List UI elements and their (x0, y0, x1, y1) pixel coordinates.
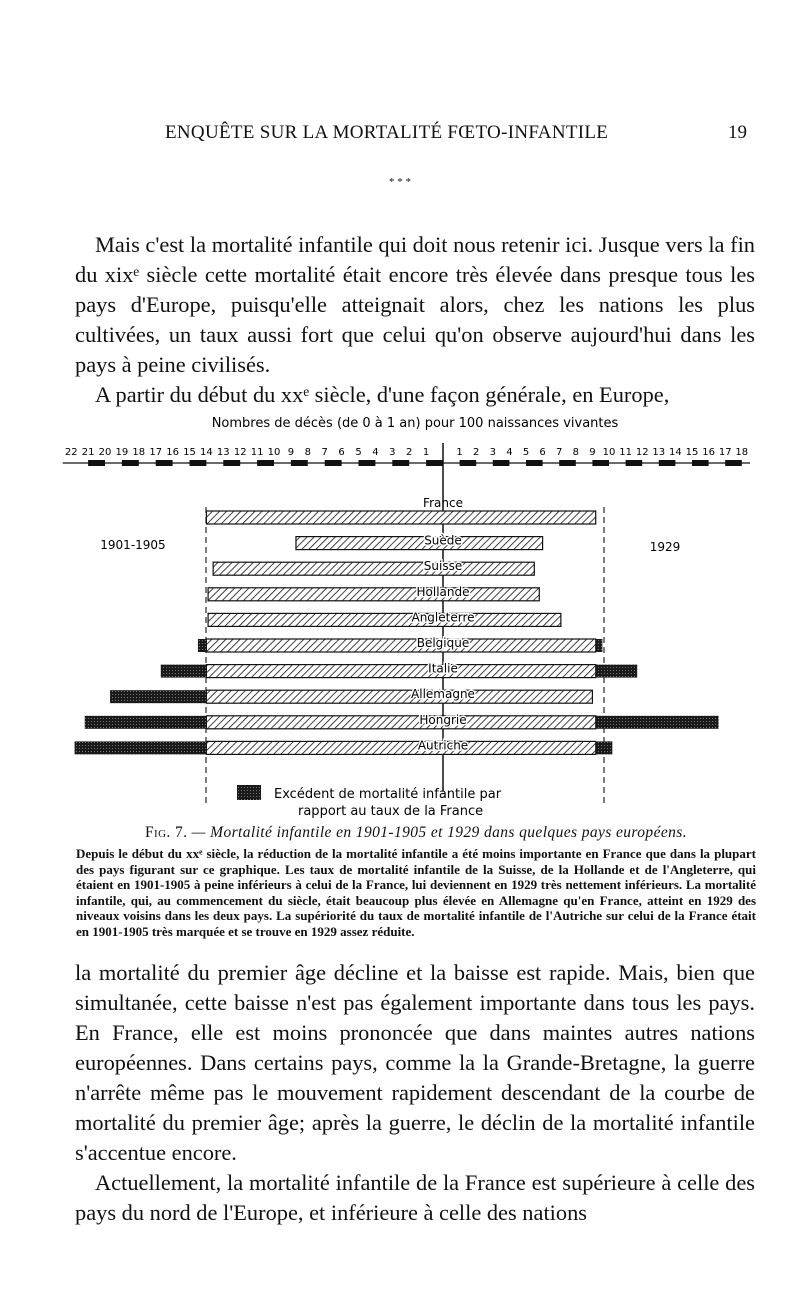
tick-label: 3 (489, 447, 496, 458)
page-number: 19 (728, 122, 747, 143)
excess-left (198, 639, 206, 652)
tick-label: 3 (389, 447, 396, 458)
tick-label: 17 (718, 447, 732, 458)
tick-label: 2 (406, 447, 413, 458)
section-separator: * * * (389, 176, 411, 188)
scale-segment (325, 460, 342, 466)
paragraph: Actuellement, la mortalité infantile de la France est supérieure à celle des pays du nord de l'Europe, et inférieure à celle des nations (75, 1170, 755, 1225)
excess-right (596, 716, 719, 729)
bar-italie (206, 665, 595, 678)
tick-label: 9 (589, 447, 596, 458)
scale-segment (156, 460, 173, 466)
scale-segment (223, 460, 240, 466)
country-label: Italie (428, 661, 458, 676)
bar-suède (296, 537, 543, 550)
tick-label: 13 (216, 447, 230, 458)
caption-dash: — (191, 824, 206, 841)
tick-label: 4 (506, 447, 513, 458)
scale-segment (592, 460, 609, 466)
tick-label: 15 (183, 447, 196, 458)
excess-right (596, 639, 603, 652)
tick-label: 10 (602, 447, 616, 458)
country-label: France (423, 496, 463, 510)
legend-text: Excédent de mortalité infantile par rapport au taux de la France (274, 787, 502, 819)
excess-left (110, 690, 206, 703)
country-label: Angleterre (411, 610, 475, 625)
bar-angleterre (208, 613, 561, 626)
scale-segment (559, 460, 576, 466)
tick-label: 1 (456, 447, 463, 458)
body-text-bottom (75, 958, 755, 1228)
caption-body: Depuis le début du xxᵉ siècle, la réduction de la mortalité infantile a été moins importante en France que dans la plupart des pays figurant sur ce graphique. Les taux de mortalité infantile de la Suisse, de la Hollande et de l'Angleterre, qui étaient en 1901-1905 à peine inférieurs à celui de la France, lui deviennent en 1929 très nettement inférieurs. La mortalité infantile, qui, au commencement du siècle, était beaucoup plus élevée en Allemagne qu'en France, atteint en 1929 des niveaux voisins dans les deux pays. La supériorité du taux de mortalité infantile de l'Autriche sur celui de la France était en 1901-1905 très marquée et se trouve en 1929 assez réduite. (76, 846, 756, 939)
tick-label: 9 (287, 447, 295, 458)
body-text-top (75, 230, 755, 410)
tick-label: 2 (473, 447, 480, 458)
bar-hollande (208, 588, 539, 601)
tick-label: 13 (652, 447, 666, 458)
excess-right (596, 741, 613, 754)
right-period-label: 1929 (649, 540, 681, 554)
tick-label: 19 (115, 447, 129, 458)
scale-segment (190, 460, 207, 466)
bar-hongrie (206, 716, 595, 729)
left-scale (65, 447, 429, 458)
bar-suisse (213, 562, 534, 575)
tick-label: 8 (304, 447, 311, 458)
tick-label: 18 (735, 447, 749, 458)
scale-segment (493, 460, 510, 466)
scale-segment (392, 460, 409, 466)
tick-label: 8 (572, 447, 579, 458)
excess-left (85, 716, 207, 729)
paragraph: Mais c'est la mortalité infantile qui doit nous retenir ici. Jusque vers la fin du xixᵉ siècle cette mortalité était encore très élevée dans presque tous les pays d'Europe, puisqu'elle atteignait alors, chez les nations les plus cultivées, un taux aussi fort que celui qu'on observe aujourd'hui dans les pays à peine civilisés. (75, 232, 755, 377)
tick-label: 5 (522, 447, 530, 458)
figure-caption (76, 824, 756, 939)
excess-right (596, 665, 638, 678)
scale-segment (291, 460, 308, 466)
scale-segment (692, 460, 709, 466)
tick-label: 11 (250, 447, 264, 458)
tick-label: 16 (702, 447, 715, 458)
bar-allemagne (206, 690, 592, 703)
left-period-label: 1901-1905 (100, 538, 166, 552)
running-title: ENQUÊTE SUR LA MORTALITÉ FŒTO-INFANTILE (165, 122, 609, 143)
scale-segment (257, 460, 274, 466)
scale-segment (426, 460, 443, 466)
tick-label: 6 (338, 447, 345, 458)
bar-belgique (206, 639, 595, 652)
scale-segment (659, 460, 676, 466)
tick-label: 14 (200, 447, 213, 458)
page-header (0, 118, 800, 148)
country-label: Suède (424, 533, 462, 548)
scale-segment (725, 460, 742, 466)
tick-label: 20 (98, 447, 112, 458)
tick-label: 14 (669, 447, 682, 458)
tick-label: 5 (355, 447, 362, 458)
excess-left (75, 741, 207, 754)
scale-segment (359, 460, 376, 466)
paragraph: A partir du début du xxᵉ siècle, d'une façon générale, en Europe, (95, 382, 670, 407)
tick-label: 7 (556, 447, 563, 458)
scale-segment (460, 460, 477, 466)
tick-label: 12 (233, 447, 247, 458)
country-label: Allemagne (411, 687, 475, 702)
scale-bar (63, 460, 750, 466)
figure-label: Fig. 7. (144, 824, 188, 841)
tick-label: 6 (539, 447, 546, 458)
scale-segment (122, 460, 139, 466)
excess-left (161, 665, 207, 678)
tick-label: 21 (81, 447, 95, 458)
tick-label: 7 (321, 447, 328, 458)
tick-label: 4 (372, 447, 379, 458)
country-label: Autriche (417, 738, 469, 753)
figure-title: Mortalité infantile en 1901-1905 et 1929 dans quelques pays européens. (210, 824, 687, 841)
country-bars (75, 496, 719, 754)
scale-segment (526, 460, 543, 466)
chart-title: Nombres de décès (de 0 à 1 an) pour 100 naissances vivantes (211, 416, 619, 431)
country-label: Suisse (423, 559, 463, 574)
country-label: Belgique (416, 636, 470, 650)
tick-label: 16 (166, 447, 179, 458)
bar-autriche (206, 741, 595, 754)
scale-segment (626, 460, 643, 466)
country-label: Hongrie (419, 712, 467, 727)
right-scale (456, 447, 748, 458)
bar-france (206, 511, 595, 524)
tick-label: 10 (267, 447, 281, 458)
tick-label: 17 (149, 447, 163, 458)
tick-label: 12 (635, 447, 649, 458)
mortality-chart (0, 405, 800, 825)
tick-label: 11 (619, 447, 632, 458)
country-label: Hollande (416, 584, 470, 599)
tick-label: 15 (685, 447, 699, 458)
tick-label: 18 (132, 447, 146, 458)
legend-swatch (237, 785, 261, 800)
tick-label: 22 (64, 447, 78, 458)
scale-segment (88, 460, 105, 466)
paragraph: la mortalité du premier âge décline et la baisse est rapide. Mais, bien que simultanée, cette baisse n'est pas également importante dans tous les pays. En France, elle est moins prononcée que dans maintes autres nations européennes. Dans certains pays, comme la la Grande-Bretagne, la guerre n'arrête même pas le mouvement rapidement descendant de la courbe de mortalité du premier âge; après la guerre, le déclin de la mortalité infantile s'accentue encore. (75, 960, 755, 1165)
tick-label: 1 (422, 447, 430, 458)
